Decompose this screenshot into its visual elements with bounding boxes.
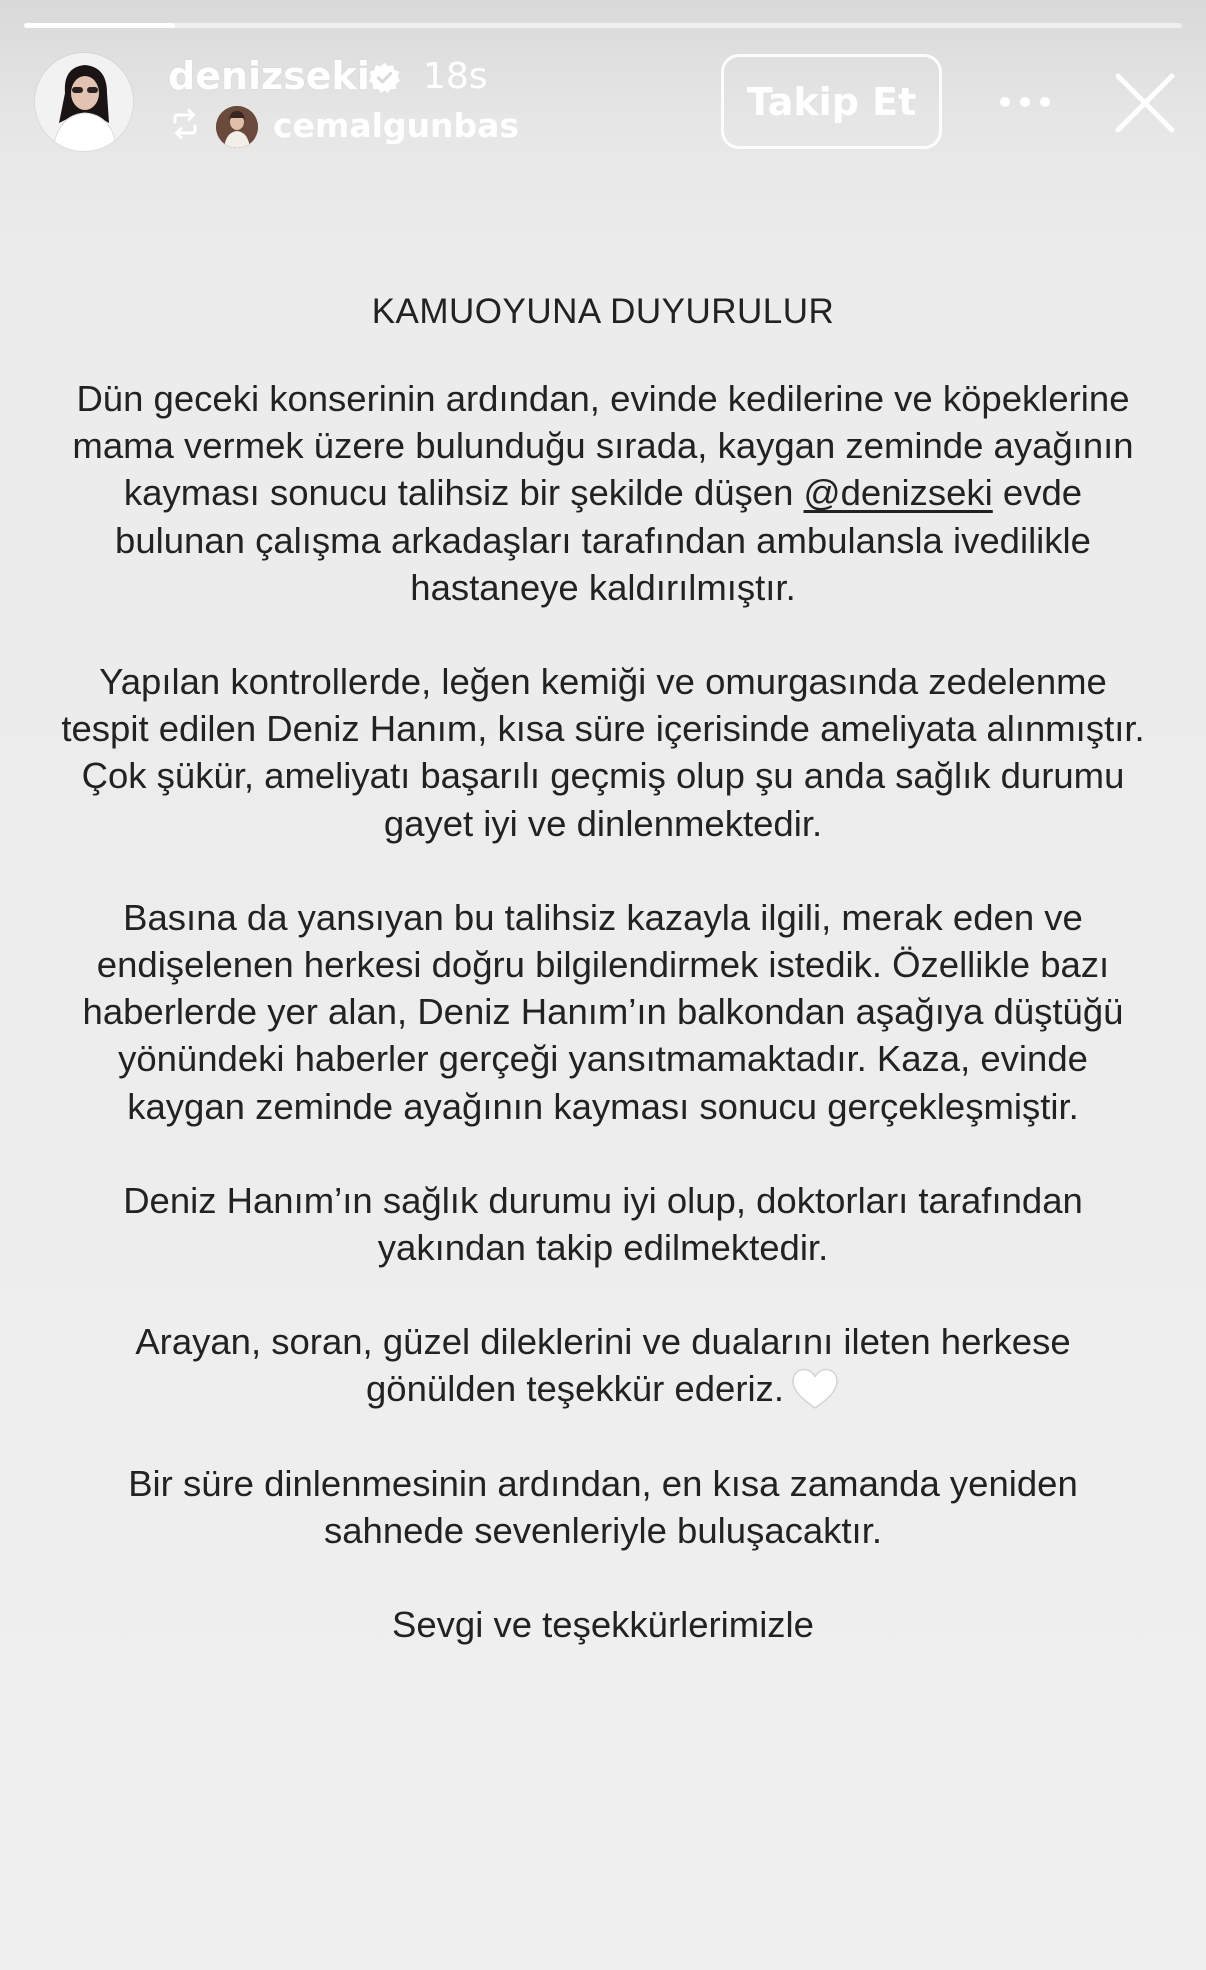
paragraph-6: Bir süre dinlenmesinin ardından, en kısa zamanda yeniden sahnede sevenleriyle buluşacaktır. (128, 1462, 1078, 1551)
paragraph-1-start: Dün geceki konserinin ardından, evinde kedilerine ve köpeklerine mama vermek üzere bulunduğu sırada, kaygan zeminde ayağının kayması sonucu talihsiz bir şekilde düşen (72, 378, 1134, 514)
mention-link[interactable]: @denizseki (803, 472, 993, 514)
paragraph-4: Deniz Hanım’ın sağlık durumu iyi olup, doktorları tarafından yakından takip edilmektedir. (123, 1179, 1083, 1269)
profile-avatar[interactable] (35, 53, 133, 151)
post-time: 18s (423, 56, 488, 97)
announcement-title: KAMUOYUNA DUYURULUR (371, 292, 835, 331)
repost-icon (168, 107, 202, 141)
paragraph-2: Yapılan kontrollerde, leğen kemiği ve omurgasında zedelenme tespit edilen Deniz Hanım, kısa süre içerisinde ameliyata alınmıştır. Çok şükür, ameliyatı başarılı geçmiş olup şu anda sağlık durumu gayet iyi ve dinlenmektedir. (61, 661, 1145, 844)
reposter-avatar[interactable] (216, 106, 258, 148)
paragraph-5-text: Arayan, soran, güzel dileklerini ve dualarını ileten herkese gönülden teşekkür ederiz. (135, 1321, 1071, 1410)
more-horizontal-icon[interactable] (995, 78, 1055, 126)
verified-badge-icon (368, 61, 401, 94)
follow-button[interactable]: Takip Et (721, 54, 942, 149)
closing-line: Sevgi ve teşekkürlerimizle (392, 1604, 814, 1646)
paragraph-1-end: evde bulunan çalışma arkadaşları tarafından ambulansla ivedilikle hastaneye kaldırılmıştır. (115, 472, 1091, 608)
close-icon[interactable] (1112, 70, 1178, 136)
reposted-from-username[interactable]: cemalgunbas (273, 106, 520, 145)
white-heart-icon (790, 1367, 840, 1411)
paragraph-3: Basına da yansıyan bu talihsiz kazayla ilgili, merak eden ve endişelenen herkesi doğru bilgilendirmek istedik. Özellikle bazı haberlerde yer alan, Deniz Hanım’ın balkondan aşağıya düştüğü yönündeki haberler gerçeği yansıtmamaktadır. Kaza, evinde kaygan zeminde ayağının kayması sonucu gerçekleşmiştir. (82, 896, 1124, 1127)
username[interactable]: denizseki (168, 54, 370, 98)
announcement-text (60, 282, 1146, 1695)
paragraph-5 (60, 1318, 1146, 1412)
story-header (0, 0, 1206, 170)
paragraph-1 (60, 375, 1146, 611)
